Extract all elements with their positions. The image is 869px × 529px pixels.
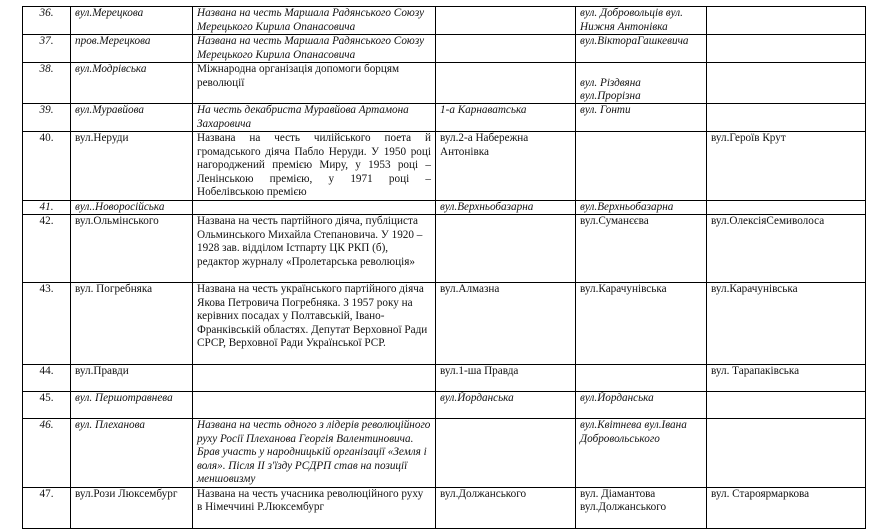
street-name: вул. Першотравнева [71, 392, 193, 419]
table-row [23, 392, 866, 419]
historical-name: вул.Йорданська [576, 392, 707, 419]
former-name [436, 7, 576, 35]
historical-name: вул. Добровольців вул. Нижня Антонівка [576, 7, 707, 35]
row-number: 45. [23, 392, 71, 419]
naming-origin [193, 365, 436, 392]
row-number: 40. [23, 132, 71, 201]
proposed-name: вул. Староярмаркова [707, 487, 866, 528]
street-name: вул.Правди [71, 365, 193, 392]
street-name: вул.Рози Люксембург [71, 487, 193, 528]
historical-name [576, 365, 707, 392]
naming-origin: Названа на честь українського партійного діяча Якова Петровича Погребняка. З 1957 року на керівних посадах у Полтавській, Івано-Франківській областях. Депутат Верховної Ради СРСР, Верховної Ради Української РСР. [193, 283, 436, 365]
row-number: 38. [23, 63, 71, 104]
former-name: вул.1-ша Правда [436, 365, 576, 392]
table-row [23, 35, 866, 63]
proposed-name [707, 200, 866, 215]
former-name [436, 215, 576, 283]
historical-name: вул. Діамантова вул.Должанського [576, 487, 707, 528]
row-number: 47. [23, 487, 71, 528]
street-name: вул.Модрівська [71, 63, 193, 104]
row-number: 36. [23, 7, 71, 35]
street-name: вул.Неруди [71, 132, 193, 201]
proposed-name [707, 7, 866, 35]
former-name [436, 419, 576, 488]
historical-name: вул.Суманєєва [576, 215, 707, 283]
street-name: вул.Ольмінського [71, 215, 193, 283]
naming-origin: Названа на честь Маршала Радянського Союзу Мерецького Кирила Опанасовича [193, 35, 436, 63]
former-name: вул.Йорданська [436, 392, 576, 419]
row-number: 42. [23, 215, 71, 283]
street-name: вул. Плеханова [71, 419, 193, 488]
proposed-name: вул.ОлексіяСемиволоса [707, 215, 866, 283]
street-name: пров.Мерецкова [71, 35, 193, 63]
street-name: вул.Муравйова [71, 104, 193, 132]
former-name: вул.Алмазна [436, 283, 576, 365]
table-row [23, 63, 866, 104]
proposed-name: вул.Карачунівська [707, 283, 866, 365]
proposed-name [707, 35, 866, 63]
row-number: 46. [23, 419, 71, 488]
naming-origin: Названа на честь чилійського поета й громадського діяча Пабло Неруди. У 1950 році нагороджений премією Миру, у 1953 році – Ленінською премією, у 1971 році – Нобелівською премією [193, 132, 436, 201]
table-row [23, 283, 866, 365]
historical-name: вул.Квітнева вул.Івана Добровольського [576, 419, 707, 488]
row-number: 44. [23, 365, 71, 392]
historical-name: вул.ВіктораГашкевича [576, 35, 707, 63]
historical-name [576, 132, 707, 201]
table-row [23, 104, 866, 132]
naming-origin: Названа на честь Маршала Радянського Союзу Мерецького Кирила Опанасовича [193, 7, 436, 35]
historical-name: вул. Гонти [576, 104, 707, 132]
naming-origin: Названа на честь одного з лідерів революційного руху Росії Плеханова Георгія Валентиновича. Брав участь у народницькій організації «Земля і воля». Після ІІ з'їзду РСДРП став на позиції меншовизму [193, 419, 436, 488]
naming-origin: На честь декабриста Муравйова Артамона Захаровича [193, 104, 436, 132]
proposed-name [707, 392, 866, 419]
street-name: вул.Мерецкова [71, 7, 193, 35]
former-name: вул.2-а Набережна Антонівка [436, 132, 576, 201]
table-row [23, 487, 866, 528]
historical-name: вул.Карачунівська [576, 283, 707, 365]
row-number: 41. [23, 200, 71, 215]
row-number: 43. [23, 283, 71, 365]
former-name: вул.Верхньобазарна [436, 200, 576, 215]
row-number: 37. [23, 35, 71, 63]
proposed-name: вул.Героїв Крут [707, 132, 866, 201]
table-row [23, 365, 866, 392]
table-row [23, 132, 866, 201]
proposed-name [707, 419, 866, 488]
historical-name: вул. Різдвяна вул.Прорізна [576, 63, 707, 104]
table-row [23, 7, 866, 35]
former-name [436, 63, 576, 104]
street-name: вул. Погребняка [71, 283, 193, 365]
naming-origin: Названа на честь партійного діяча, публіциста Ольминського Михайла Степановича. У 1920 – 1928 зав. відділом Істпарту ЦК РКП (б), редактор журналу «Пролетарська революція» [193, 215, 436, 283]
proposed-name [707, 104, 866, 132]
historical-name: вул.Верхньобазарна [576, 200, 707, 215]
table-row [23, 200, 866, 215]
proposed-name [707, 63, 866, 104]
naming-origin: Міжнародна організація допомоги борцям революції [193, 63, 436, 104]
naming-origin [193, 392, 436, 419]
proposed-name: вул. Тарапаківська [707, 365, 866, 392]
naming-origin: Названа на честь учасника революційного руху в Німеччині Р.Люксембург [193, 487, 436, 528]
former-name: 1-а Карнаватська [436, 104, 576, 132]
street-name: вул..Новоросійська [71, 200, 193, 215]
former-name: вул.Должанського [436, 487, 576, 528]
street-renaming-table [22, 6, 866, 529]
naming-origin [193, 200, 436, 215]
table-row [23, 215, 866, 283]
former-name [436, 35, 576, 63]
table-row [23, 419, 866, 488]
row-number: 39. [23, 104, 71, 132]
